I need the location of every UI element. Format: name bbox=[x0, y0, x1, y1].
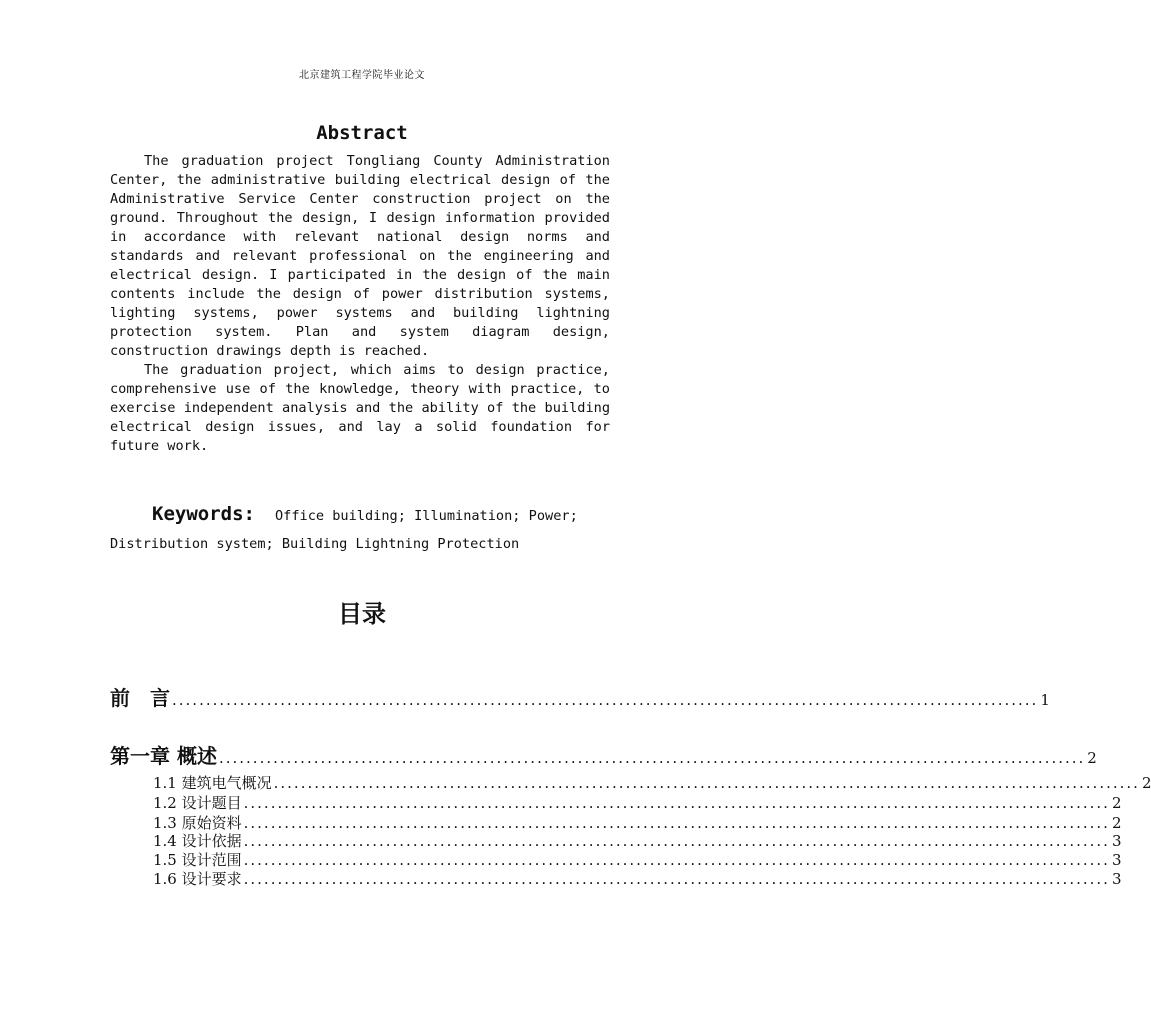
toc-leader: ................................................................................................................................ bbox=[243, 814, 1110, 832]
toc-entry-1-5[interactable] bbox=[153, 849, 1122, 870]
toc-entry-label: 1.3 原始资料 bbox=[153, 814, 242, 832]
toc-title: 目录 bbox=[338, 600, 386, 628]
toc-leader: ................................................................................................................................ bbox=[172, 691, 1039, 709]
toc-leader: ................................................................................................................................ bbox=[273, 774, 1140, 792]
toc-page-number: 2 bbox=[1141, 774, 1151, 792]
toc-entry-label: 1.6 设计要求 bbox=[153, 870, 242, 888]
keywords-block bbox=[110, 500, 610, 558]
toc-entry-chapter-1[interactable] bbox=[110, 740, 1097, 769]
toc-page-number: 3 bbox=[1111, 832, 1122, 850]
toc-entry-label: 第一章 概述 bbox=[110, 744, 217, 768]
toc-page-number: 1 bbox=[1040, 691, 1050, 709]
page-header: 北京建筑工程学院毕业论文 bbox=[299, 70, 425, 81]
toc-leader: ................................................................................................................................ bbox=[243, 794, 1110, 812]
abstract-body bbox=[110, 152, 610, 456]
toc-entry-1-1[interactable] bbox=[153, 772, 1151, 793]
toc-page-number: 2 bbox=[1111, 814, 1122, 832]
toc-entry-1-6[interactable] bbox=[153, 868, 1122, 889]
toc-entry-preface[interactable] bbox=[110, 682, 1050, 711]
toc-leader: ................................................................................................................................ bbox=[243, 851, 1110, 869]
abstract-title: Abstract bbox=[316, 122, 408, 144]
toc-leader: ................................................................................................................................ bbox=[218, 749, 1086, 767]
toc-entry-1-4[interactable] bbox=[153, 830, 1122, 851]
toc-page-number: 3 bbox=[1111, 851, 1122, 869]
toc-entry-label: 前 言 bbox=[110, 686, 170, 710]
toc-page-number: 2 bbox=[1087, 749, 1097, 767]
toc-leader: ................................................................................................................................ bbox=[243, 870, 1110, 888]
toc-page-number: 3 bbox=[1111, 870, 1122, 888]
abstract-paragraph: The graduation project Tongliang County Administration Center, the administrative building electrical design of the Administrative Service Center construction project on the ground. Throughout the design, I design information provided in accordance with relevant national design norms and standards and relevant professional on the engineering and electrical design. I participated in the design of the main contents include the design of power distribution systems, lighting systems, power systems and building lightning protection system. Plan and system diagram design, construction drawings depth is reached. bbox=[110, 153, 610, 359]
toc-entry-label: 1.2 设计题目 bbox=[153, 794, 242, 812]
toc-entry-label: 1.5 设计范围 bbox=[153, 851, 242, 869]
toc-entry-label: 1.1 建筑电气概况 bbox=[153, 774, 272, 792]
toc-entry-1-2[interactable] bbox=[153, 792, 1122, 813]
abstract-paragraph: The graduation project, which aims to design practice, comprehensive use of the knowledge, theory with practice, to exercise independent analysis and the ability of the building electrical design issues, and lay a solid foundation for future work. bbox=[110, 362, 610, 454]
toc-page-number: 2 bbox=[1111, 794, 1122, 812]
keywords-text: Office building; Illumination; Power; Distribution system; Building Lightning Protection bbox=[110, 508, 578, 552]
keywords-label: Keywords: bbox=[152, 503, 255, 525]
toc-leader: ................................................................................................................................ bbox=[243, 832, 1110, 850]
toc-entry-label: 1.4 设计依据 bbox=[153, 832, 242, 850]
